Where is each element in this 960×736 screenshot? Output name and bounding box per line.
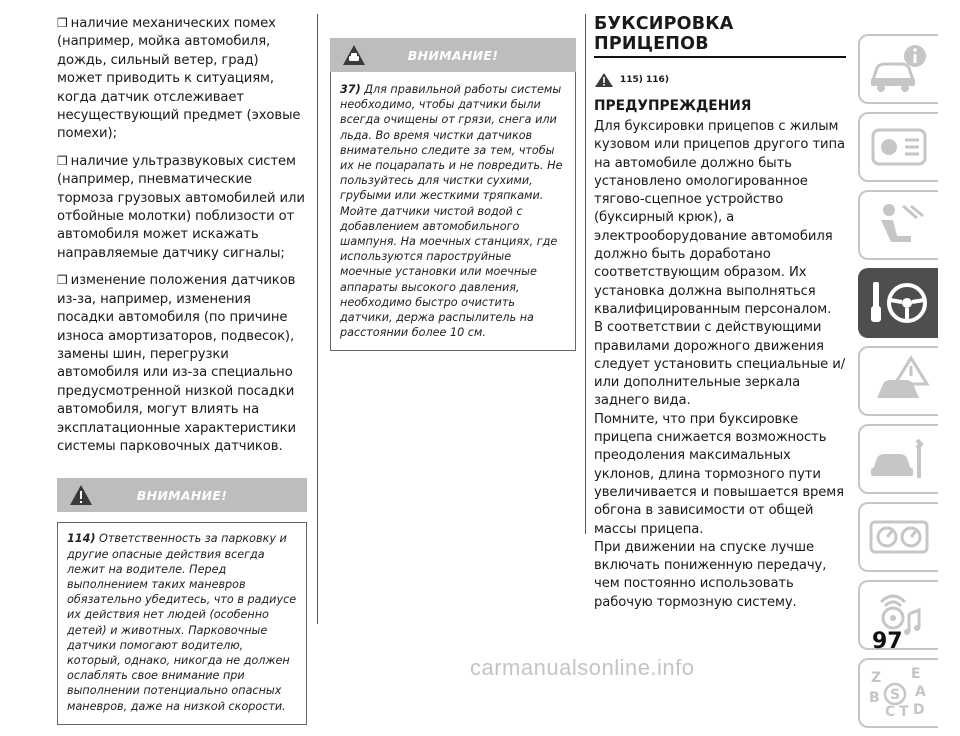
warning-references [594,72,846,88]
paragraph: При движении на спуске лучше включать пониженную передачу, чем постоянно использовать рабочую тормозную систему. [594,539,827,610]
paragraph: Помните, что при буксировке прицепа снижается возможность преодоления максимальных уклонов, длина тормозного пути увеличивается и повышается время обгона в зависимости от общей массы прицепа. [594,411,844,537]
column-divider [317,14,318,624]
car-info-icon [867,42,931,96]
dashboard-lights-icon [867,120,931,174]
index-letter: E [911,666,921,682]
bullet-item: ❒ наличие ультразвуковых систем (например, пневматические тормоза грузовых автомобилей или отбойные молотки) поблизости от автомобиля может искажать направляемые датчику сигналы; [57,153,305,261]
index-letter: Z [871,670,882,686]
warning-block-37 [330,38,576,351]
warning-header [57,478,307,512]
paragraph: Для буксировки прицепов с жилым кузовом или прицепов другого типа на автомобиле должно быть установлено омологированное тягово-сцепное устройство (буксирный крюк), а электрооборудование автомобиля должно быть доработано соответствующим образом. Их установка должна выполняться квалифицированным персоналом. [594,119,846,317]
warning-title: ВНИМАНИЕ! [136,487,228,503]
tab-car-info[interactable] [858,34,938,104]
index-letter: T [899,704,909,720]
warning-triangle-icon [867,354,931,408]
column-divider [585,14,586,534]
bullet-item: ❒ изменение положения датчиков из-за, например, изменения посадки автомобиля (по причине износа амортизаторов, подвесок), замены шин, перегрузки автомобиля или из-за специально предусмотренной низкой посадки автомобиля, могут влиять на эксплатационные характеристики системы парковочных датчиков. [57,273,297,454]
key-steering-wheel-icon [867,276,931,330]
warning-title: ВНИМАНИЕ! [407,47,499,63]
car-wrench-icon [867,432,931,486]
checkbox-bullet-icon: ❒ [57,273,68,288]
warning-text: Для правильной работы системы необходимо, чтобы датчики были всегда очищены от грязи, снега или льда. Во время чистки датчиков внимательно следите за тем, чтобы их не поцарапать и не повредить. Не пользуйтесь для чистки сухими, грубыми или жесткими тряпками. Мойте датчики чистой водой с добавлением автомобильного шампуня. На моечных станциях, где используются пароструйные моечные установки или моечные аппараты высокого давления, необходимо быстро очистить датчики, держа распылитель на расстоянии более 10 см. [340,83,563,340]
index-letter: A [915,684,926,700]
paragraph: В соответствии с действующими правилами дорожного движения следует установить специальные и/или дополнительные зеркала заднего вида. [594,320,846,409]
watermark-text: carmanualsonline.info [470,655,695,680]
tab-airbag-seat[interactable] [858,190,938,260]
tab-warning-triangle[interactable] [858,346,938,416]
column-left [57,14,307,725]
tab-gauge-panel[interactable] [858,502,938,572]
page-number: 97 [872,629,903,654]
checkbox-bullet-icon: ❒ [57,16,68,30]
index-letter: S [890,687,901,703]
gauge-panel-icon [867,510,931,564]
warning-number: 37) [340,83,361,96]
airbag-seat-icon [867,198,931,252]
column-right [594,14,846,612]
checkbox-bullet-icon: ❒ [57,153,68,168]
tab-dashboard-lights[interactable] [858,112,938,182]
warning-text: Ответственность за парковку и другие опасные действия всегда лежит на водителе. Перед выполнением таких маневров обязательно убедитесь, что в радиусе их действия нет людей (особенно детей) и животных. Парковочные датчики помогают водителю, который, однако, никогда не должен ослаблять свое внимание при выполнении потенциально опасных маневров, даже на низкой скорости. [67,532,297,713]
warning-triangle-icon [594,72,614,88]
warning-number: 114) [67,532,96,546]
index-letter: B [869,690,880,706]
section-title: БУКСИРОВКА ПРИЦЕПОВ [594,14,846,58]
tab-car-wrench[interactable] [858,424,938,494]
subsection-title: ПРЕДУПРЕЖДЕНИЯ [594,98,752,114]
bullet-item: ❒ наличие механических помех (например, мойка автомобиля, дождь, сильный ветер, град) может приводить к ситуациям, когда датчик отслеживает несуществующий предмет (эховые помехи); [57,16,301,142]
warning-block-114 [57,478,307,724]
warning-header [330,38,576,72]
index-letter: D [913,702,925,718]
warning-text-box [57,522,307,724]
tab-alphabet-index[interactable] [858,658,938,728]
tab-key-steering-wheel[interactable] [858,268,938,338]
column-middle [330,14,576,351]
alphabet-index-icon [867,666,931,720]
reference-numbers: 115) 116) [620,75,669,85]
index-letter: C [885,704,896,720]
warning-text-box [330,72,576,351]
warning-triangle-icon [69,484,93,506]
warning-car-triangle-icon [342,44,366,66]
